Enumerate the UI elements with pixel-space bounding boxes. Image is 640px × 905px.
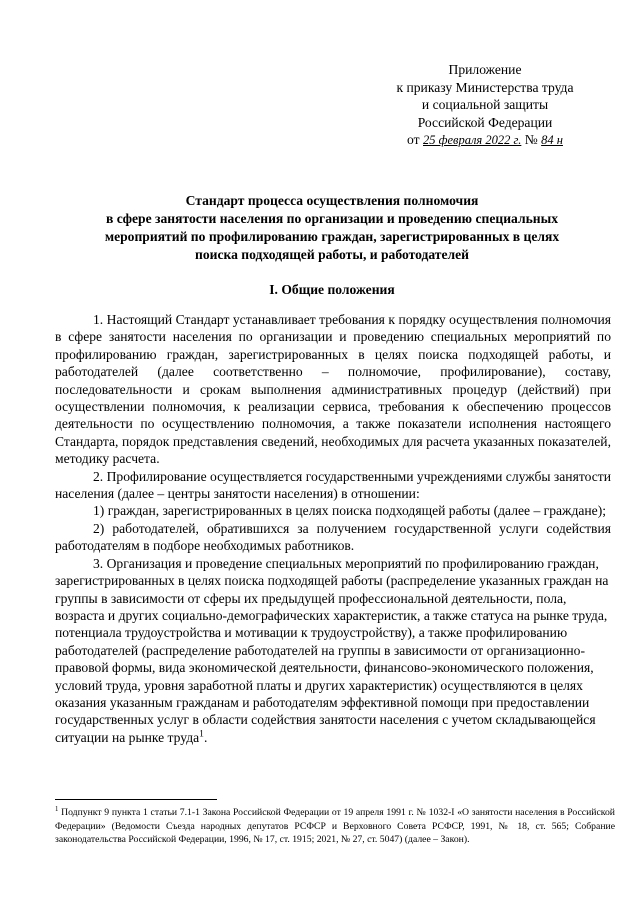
paragraph: 1. Настоящий Стандарт устанавливает требования к порядку осуществления полномочия в сфере занятости населения по организации и проведению специальных мероприятий по профилированию граждан, зарегистрированных в целях поиска подходящей работы, и работодателей (далее соответственно – полномочие, профилирование), составу, последовательности и срокам выполнения административных процедур (действий) при осуществлении полномочия, к реализации сервиса, требования к обеспечению процессов деятельности по осуществлению полномочия, а также показатели исполнения настоящего Стандарта, порядок представления сведений, необходимых для расчета указанных показателей, методику расчета. xyxy=(55,312,611,467)
appendix-line: Российской Федерации xyxy=(417,114,553,130)
appendix-header xyxy=(380,61,590,150)
order-date-number xyxy=(380,131,590,150)
appendix-line: Приложение xyxy=(448,62,522,77)
document-title xyxy=(52,192,612,264)
order-from-label: от xyxy=(407,132,420,147)
section-heading: I. Общие положения xyxy=(269,282,395,297)
title-line: мероприятий по профилированию граждан, зарегистрированных в целях xyxy=(104,229,560,244)
footnote-separator xyxy=(55,799,217,800)
paragraph: 3. Организация и проведение специальных мероприятий по профилированию граждан, зарегистрированных в целях поиска подходящей работы (распределение указанных граждан на группы в зависимости от сферы их предыдущей профессиональной деятельности, пола, возраста и других социально-демографических характеристик, а также статуса на рынке труда, потенциала трудоустройства и мотивации к трудоустройству), а также профилированию работодателей (распределение работодателей на группы в зависимости от организационно-правовой формы, вида экономической деятельности, финансово-экономического положения, условий труда, уровня заработной платы и других характеристик) осуществляются в целях оказания указанным гражданам и работодателям эффективной помощи при предоставлении государственных услуг в области содействия занятости населения с учетом складывающейся ситуации на рынке труда$^1$. xyxy=(55,555,609,745)
document-body xyxy=(55,311,611,746)
order-date-handwritten: 25 февраля 2022 г. xyxy=(423,133,522,147)
paragraph-text: 3. Организация и проведение специальных мероприятий по профилированию граждан, зарегистрированных в целях поиска подходящей работы (распределение указанных граждан на группы в зависимости от сферы их предыдущей профессиональной деятельности, пола, возраста и других социально-демографических характеристик, а также статуса на рынке труда, потенциала трудоустройства и мотивации к трудоустройству), а также профилированию работодателей (распределение работодателей на группы в зависимости от организационно-правовой формы, вида экономической деятельности, финансово-экономического положения, условий труда, уровня заработной платы и других характеристик) осуществляются в целях оказания указанным гражданам и работодателям эффективной помощи при предоставлении государственных услуг в области содействия занятости населения с учетом складывающейся ситуации на рынке труда xyxy=(55,555,609,745)
footnote-text: Подпункт 9 пункта 1 статьи 7.1-1 Закона Российской Федерации от 19 апреля 1991 г. № 1032-I «О занятости населения в Российской Федерации» (Ведомости Съезда народных депутатов РСФСР и Верховного Совета РСФСР, 1991, № 18, ст. 565; Собрание законодательства Российской Федерации, 1996, № 17, ст. 1915; 2021, № 27, ст. 5047) (далее – Закон). xyxy=(55,807,615,845)
appendix-line: и социальной защиты xyxy=(421,97,549,112)
appendix-line: к приказу Министерства труда xyxy=(396,79,574,95)
order-number-sign: № xyxy=(524,132,538,147)
paragraph: 2) работодателей, обратившихся за получением государственной услуги содействия работодателям в подборе необходимых работников. xyxy=(55,520,611,554)
title-line: в сфере занятости населения по организации и проведению специальных xyxy=(106,211,558,226)
footnote-marker: 1 xyxy=(55,805,59,813)
title-line: поиска подходящей работы, и работодателей xyxy=(194,247,470,262)
footnote-ref: 1 xyxy=(199,729,204,740)
paragraph: 2. Профилирование осуществляется государственными учреждениями службы занятости населения (далее – центры занятости населения) в отношении: xyxy=(55,468,611,502)
paragraph: 1) граждан, зарегистрированных в целях поиска подходящей работы (далее – граждане); xyxy=(93,503,607,519)
order-number-handwritten: 84 н xyxy=(541,133,563,147)
title-line: Стандарт процесса осуществления полномочия xyxy=(185,193,479,208)
footnote xyxy=(55,806,615,847)
